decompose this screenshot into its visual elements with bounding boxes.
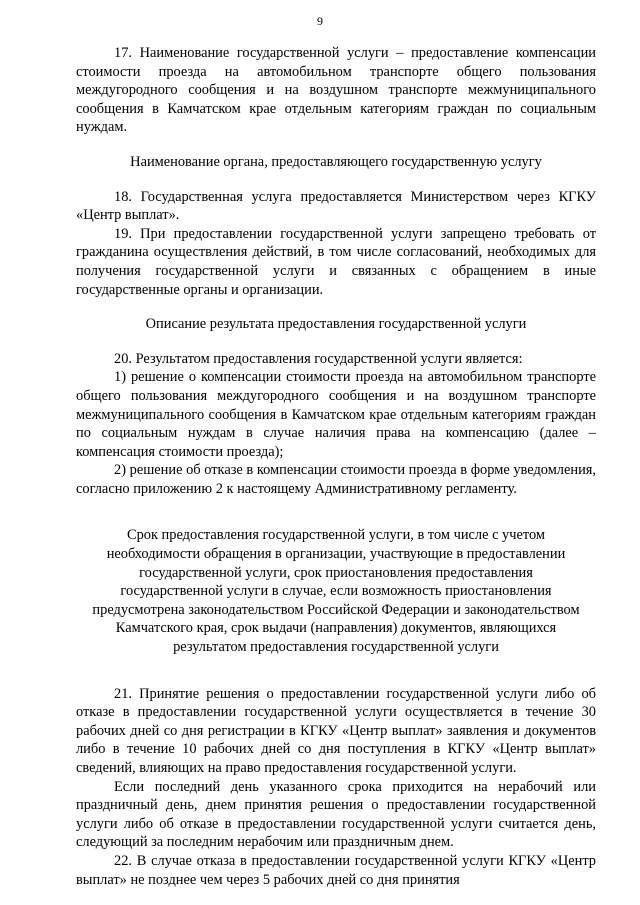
paragraph-20-item-1: 1) решение о компенсации стоимости проезда на автомобильном транспорте общего пользования междугородного сообщения и на воздушном транспорте межмуниципального сообщения в Камчатском крае отдельным категориям граждан по социальным нуждам в случае наличия права на компенсацию (далее – компенсация стоимости проезда); <box>76 369 596 460</box>
paragraph-18: 18. Государственная услуга предоставляется Министерством через КГКУ «Центр выплат». <box>76 188 596 224</box>
spacer <box>76 172 596 188</box>
paragraph-20: 20. Результатом предоставления государственной услуги является: <box>114 350 523 367</box>
spacer <box>76 673 596 685</box>
page-number: 9 <box>317 14 323 28</box>
paragraph-21-continuation: Если последний день указанного срока приходится на нерабочий или праздничный день, днем принятия решения о предоставлении государственной услуги либо об отказе в предоставлении государственной услуги считается день, следующий за последним нерабочим или праздничным днем. <box>76 778 596 851</box>
spacer <box>76 498 596 514</box>
heading-srok-line: Камчатского края, срок выдачи (направления) документов, являющихся <box>115 620 557 637</box>
spacer <box>76 514 596 526</box>
heading-srok-line: необходимости обращения в организации, участвующие в предоставлении <box>106 546 566 563</box>
paragraph-21: 21. Принятие решения о предоставлении государственной услуги либо об отказе в предоставлении государственной услуги осуществляется в течение 30 рабочих дней со дня регистрации в КГКУ «Центр выплат» заявления и документов либо в течение 10 рабочих дней со дня поступления в КГКУ «Центр выплат» сведений, влияющих на право предоставления государственной услуги. <box>76 685 596 776</box>
spacer <box>76 137 596 153</box>
heading-srok-line: государственной услуги в случае, если возможность приостановления <box>120 583 552 600</box>
document-body <box>76 44 596 889</box>
heading-organ: Наименование органа, предоставляющего государственную услугу <box>130 153 542 170</box>
paragraph-22: 22. В случае отказа в предоставлении государственной услуги КГКУ «Центр выплат» не позднее чем через 5 рабочих дней со дня принятия <box>76 852 596 888</box>
paragraph-17: 17. Наименование государственной услуги – предоставление компенсации стоимости проезда на автомобильном транспорте общего пользования междугородного сообщения и на воздушном транспорте межмуниципального сообщения в Камчатском крае отдельным категориям граждан по социальным нуждам. <box>76 45 596 136</box>
heading-srok <box>76 526 596 656</box>
heading-result: Описание результата предоставления государственной услуги <box>145 316 527 333</box>
heading-srok-line: предусмотрена законодательством Российской Федерации и законодательством <box>92 601 580 618</box>
spacer <box>76 657 596 673</box>
paragraph-19: 19. При предоставлении государственной услуги запрещено требовать от гражданина осуществления действий, в том числе согласований, необходимых для получения государственной услуги и связанных с обращением в иные государственные органы и организации. <box>76 225 596 298</box>
spacer <box>76 299 596 315</box>
paragraph-20-item-2: 2) решение об отказе в компенсации стоимости проезда в форме уведомления, согласно приложению 2 к настоящему Административному регламенту. <box>76 462 596 497</box>
heading-srok-line: Срок предоставления государственной услуги, в том числе с учетом <box>126 527 546 544</box>
heading-srok-line: государственной услуги, срок приостановления предоставления <box>139 564 533 581</box>
heading-srok-line: результатом предоставления государственной услуги <box>173 639 499 656</box>
spacer <box>76 334 596 350</box>
